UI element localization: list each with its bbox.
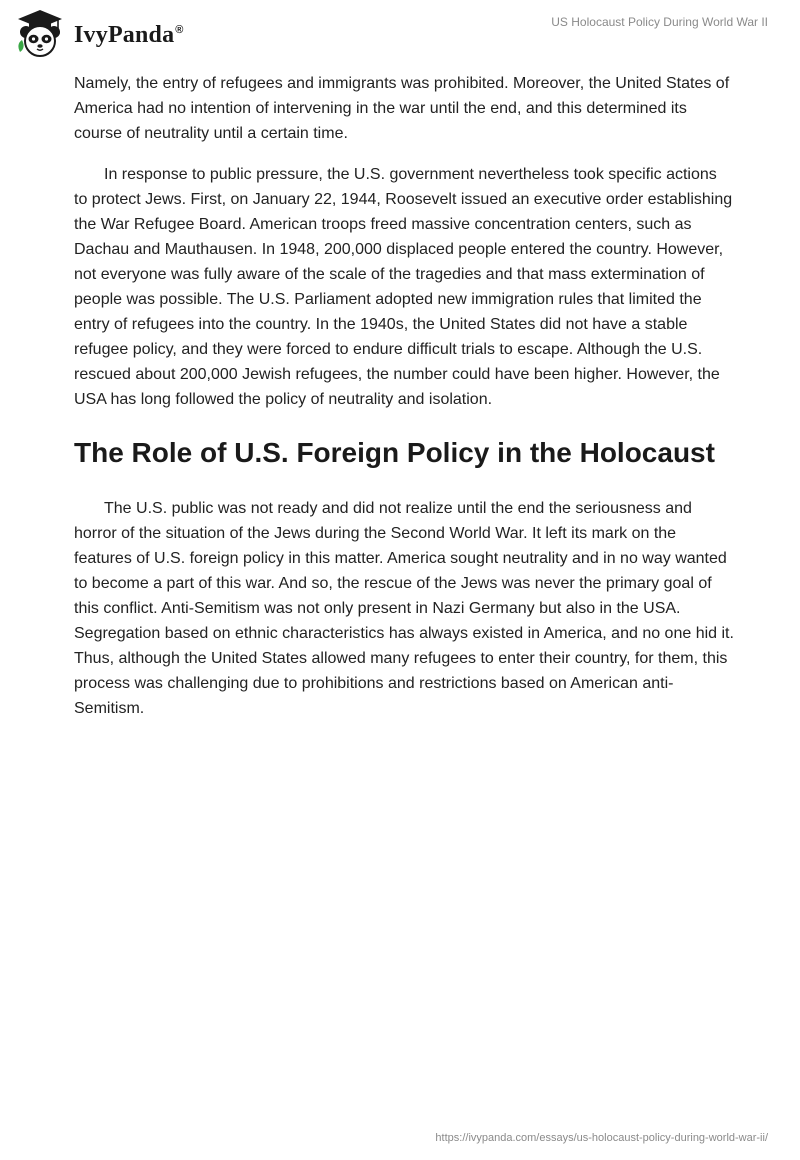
source-url[interactable]: https://ivypanda.com/essays/us-holocaust-policy-during-world-war-ii/ [435, 1132, 768, 1144]
essay-content [74, 71, 734, 737]
registered-mark: ® [175, 23, 184, 36]
paragraph-foreign-policy: The U.S. public was not ready and did not realize until the end the seriousness and horror of the situation of the Jews during the Second World War. It left its mark on the features of U.S. foreign policy in this matter. America sought neutrality and in no way wanted to become a part of this war. And so, the rescue of the Jews was never the primary goal of this conflict. Anti-Semitism was not only present in Nazi Germany but also in the USA. Segregation based on ethnic characteristics has always existed in America, and no one hid it. Thus, although the United States allowed many refugees to enter their country, for them, this process was challenging due to prohibitions and restrictions based on American anti-Semitism. [74, 500, 734, 717]
paragraph-continuation: Namely, the entry of refugees and immigrants was prohibited. Moreover, the United States of America had no intention of intervening in the war until the end, and this determined its course of neutrality until a certain time. [74, 75, 730, 142]
document-title: US Holocaust Policy During World War II [551, 15, 768, 29]
page-header [0, 0, 800, 64]
paragraph-government-actions: In response to public pressure, the U.S. government nevertheless took specific actions to protect Jews. First, on January 22, 1944, Roosevelt issued an executive order establishing the War Refugee Board. American troops freed massive concentration centers, such as Dachau and Mauthausen. In 1948, 200,000 displaced people entered the country. However, not everyone was fully aware of the scale of the tragedies and that mass extermination of people was possible. The U.S. Parliament adopted new immigration rules that limited the entry of refugees into the country. In the 1940s, the United States did not have a stable refugee policy, and they were forced to endure difficult trials to escape. Although the U.S. rescued about 200,000 Jewish refugees, the number could have been higher. However, the USA has long followed the policy of neutrality and isolation. [74, 166, 733, 408]
section-heading: The Role of U.S. Foreign Policy in the Holocaust [74, 437, 715, 468]
panda-graduate-icon [14, 8, 66, 60]
ivypanda-logo[interactable] [14, 8, 184, 60]
logo-wordmark: IvyPanda® [74, 21, 184, 48]
